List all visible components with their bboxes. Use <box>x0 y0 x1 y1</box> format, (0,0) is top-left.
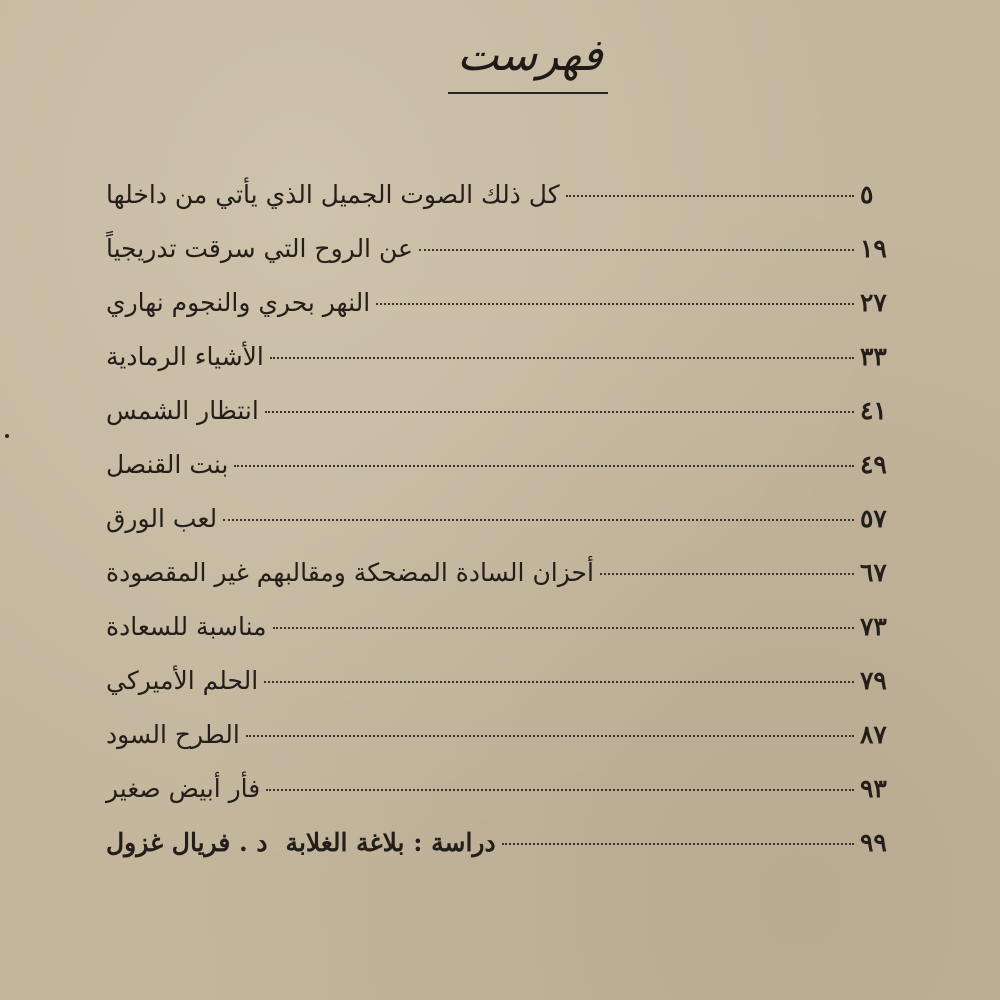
toc-entry-title: مناسبة للسعادة <box>106 612 267 641</box>
toc-entry-title: عن الروح التي سرقت تدريجياً <box>106 234 413 263</box>
toc-row <box>100 396 910 450</box>
toc-entry-page: ٩٣ <box>860 774 887 803</box>
table-of-contents <box>100 180 910 882</box>
toc-entry-title: الطرح السود <box>106 720 240 749</box>
dot-leader <box>270 357 854 359</box>
study-title: دراسة : بلاغة الغلابة <box>285 828 496 857</box>
toc-entry-page: ٢٧ <box>860 288 887 317</box>
dot-leader <box>265 411 854 413</box>
toc-entry-page: ٧٩ <box>860 666 887 695</box>
dot-leader <box>566 195 854 197</box>
toc-entry-page: ٨٧ <box>860 720 887 749</box>
paper-speck <box>5 434 9 438</box>
toc-row <box>100 720 910 774</box>
toc-entry-page: ٦٧ <box>860 558 887 587</box>
toc-entry-title: بنت القنصل <box>106 450 229 479</box>
toc-study-heading <box>100 828 496 857</box>
toc-entry-title: أحزان السادة المضحكة ومقالبهم غير المقصودة <box>106 558 594 587</box>
toc-entry-title: الحلم الأميركي <box>106 666 259 695</box>
page-title: فهرست <box>457 30 603 81</box>
toc-row-study <box>100 828 910 882</box>
toc-entry-page: ٥ <box>860 180 874 209</box>
toc-entry-title: الأشياء الرمادية <box>106 342 264 371</box>
toc-row <box>100 558 910 612</box>
toc-entry-page: ٤١ <box>860 396 887 425</box>
toc-row <box>100 450 910 504</box>
toc-study-page: ٩٩ <box>860 828 887 857</box>
heading-block <box>445 26 615 102</box>
dot-leader <box>264 681 854 683</box>
toc-entry-title: فأر أبيض صغير <box>106 774 261 803</box>
toc-row <box>100 774 910 828</box>
title-underline <box>448 92 608 94</box>
dot-leader <box>600 573 854 575</box>
toc-row <box>100 504 910 558</box>
dot-leader <box>376 303 854 305</box>
toc-entry-page: ١٩ <box>860 234 887 263</box>
toc-row <box>100 234 910 288</box>
study-author: د . فريال غزول <box>106 828 268 857</box>
toc-entry-page: ٥٧ <box>860 504 887 533</box>
dot-leader <box>234 465 854 467</box>
toc-row <box>100 666 910 720</box>
toc-row <box>100 288 910 342</box>
toc-entry-title: النهر بحري والنجوم نهاري <box>106 288 371 317</box>
dot-leader <box>223 519 854 521</box>
toc-entry-page: ٧٣ <box>860 612 887 641</box>
dot-leader <box>246 735 854 737</box>
toc-entry-page: ٤٩ <box>860 450 887 479</box>
toc-row <box>100 342 910 396</box>
dot-leader <box>419 249 854 251</box>
dot-leader <box>266 789 854 791</box>
toc-entry-title: انتظار الشمس <box>106 396 259 425</box>
toc-row <box>100 612 910 666</box>
toc-row <box>100 180 910 234</box>
dot-leader <box>273 627 855 629</box>
toc-entry-title: لعب الورق <box>106 504 218 533</box>
dot-leader <box>502 843 854 845</box>
toc-entry-page: ٣٣ <box>860 342 887 371</box>
toc-entry-title: كل ذلك الصوت الجميل الذي يأتي من داخلها <box>106 180 560 209</box>
